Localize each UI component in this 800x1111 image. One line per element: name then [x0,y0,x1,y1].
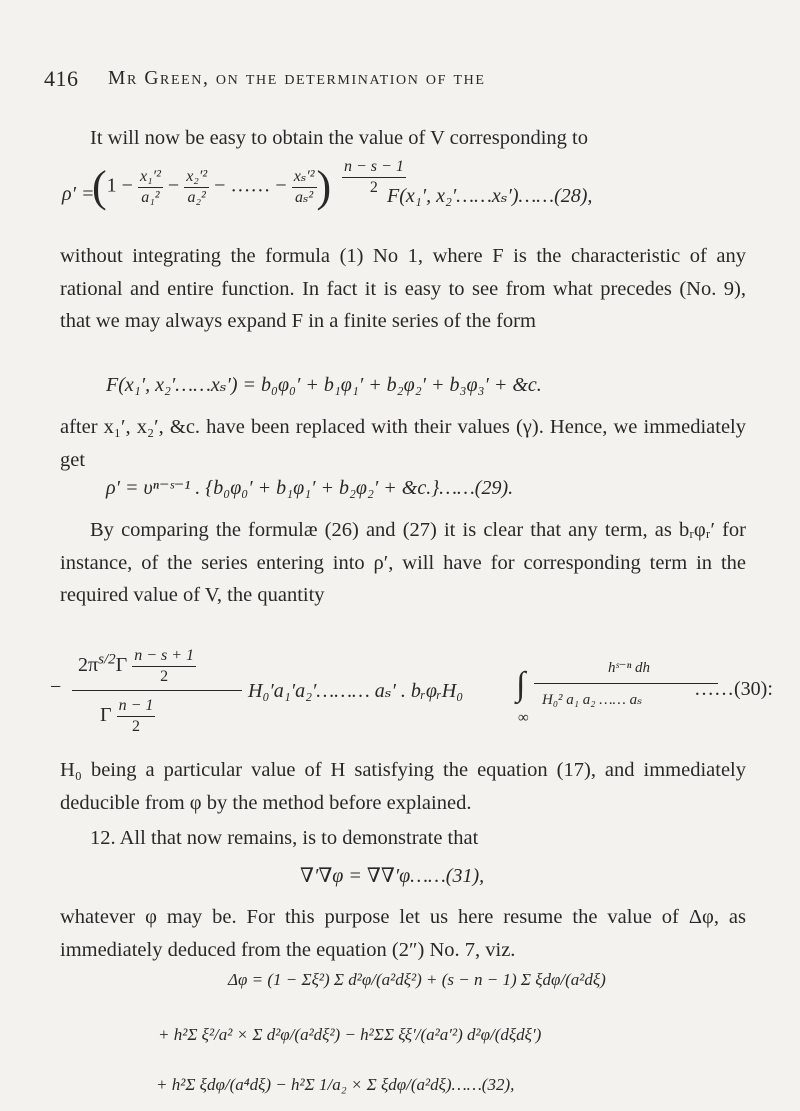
eq30-number: ……(30): [694,678,773,700]
equation-32-line3: + h²Σ ξdφ/(a⁴dξ) − h²Σ 1/a₂ × Σ ξdφ/(a²dξ)……(32), [156,1075,515,1094]
eq30-denominator: Γ $\frac{n - 1}{2}$ [100,697,154,735]
eq28-bracket: (1 − $\frac{\text{x₁′²}}{\text{a₁²}}$ − $\frac{\text{x₂′²}}{\text{a₂²}}$ − …… − $\frac{\text{xₛ′²}}{\text{aₛ²}}$ ) [92,162,332,211]
eq30-int-denominator: H₀² a₁ a₂ …… aₛ [542,692,643,708]
equation-series: F(x₁′, x₂′……xₛ′) = b₀φ₀′ + b₁φ₁′ + b₂φ₂′ + b₃φ₃′ + &c. [106,374,542,396]
equation-32-line2: + h²Σ ξ²/a² × Σ d²φ/(a²dξ²) − h²ΣΣ ξξ′/(a²a′²) d²φ/(dξdξ′) [158,1025,542,1044]
eq28-exponent: $\frac{n - s - 1}{2}$ [344,158,404,196]
page-number: 416 [44,66,79,91]
equation-29: ρ′ = υⁿ⁻ˢ⁻¹ . {b₀φ₀′ + b₁φ₁′ + b₂φ₂′ + &c.}……(29). [106,477,514,499]
equation-28 [62,158,742,225]
page-header [0,66,800,100]
eq30-main-fraction-bar [72,690,242,691]
equation-31: ∇′∇φ = ∇∇′φ……(31), [300,865,485,887]
eq30-integral-lower: ∞ [518,710,529,726]
paragraph-1: It will now be easy to obtain the value of V corresponding to [90,127,588,149]
paragraph-7: whatever φ may be. For this purpose let us here resume the value of Δφ, as immediately deduced from the equation (2″) No. 7, viz. [60,906,746,961]
paragraph-6: 12. All that now remains, is to demonstrate that [90,827,479,849]
eq28-rhs: F(x₁′, x₂′……xₛ′)……(28), [387,185,593,207]
eq30-integral-sign: ∫ [516,666,526,703]
paragraph-3: after x₁′, x₂′, &c. have been replaced with their values (γ). Hence, we immediately get [60,416,746,471]
eq30-numerator: $2\pi^{s/2}\Gamma$ $\frac{n - s + 1}{2}$ [78,647,195,685]
eq30-middle: H₀′a₁′a₂′……… aₛ′ . bᵣφᵣH₀ [248,680,464,702]
eq28-lhs: ρ′ = [62,183,95,205]
paragraph-2: without integrating the formula (1) No 1, where F is the characteristic of any rational and entire function. In fact it is easy to see from what precedes (No. 9), that we may always expand F in a finite series of the form [60,245,746,332]
paragraph-4: By comparing the formulæ (26) and (27) it is clear that any term, as bᵣφᵣ′ for instance, of the series entering into ρ′, will have for corresponding term in the required value of V, the quantity [60,519,746,606]
eq30-int-numerator: hˢ⁻ⁿ dh [608,660,651,676]
equation-30: − $2\pi^{s/2}\Gamma$ $\frac{n - s + 1}{2}$ Γ $\frac{n - 1}{2}$ H₀′a₁′a₂′……… aₛ′ . bᵣφᵣH₀ ∫ ∞ hˢ⁻ⁿ dh H₀² a₁ a₂ …… aₛ ……(30): [50,647,773,735]
equation-32-line1: Δφ = (1 − Σξ²) Σ d²φ/(a²dξ²) + (s − n − 1) Σ ξdφ/(a²dξ) [228,970,606,989]
paragraph-5: H₀ being a particular value of H satisfying the equation (17), and immediately deducible from φ by the method before explained. [60,759,746,814]
running-head: Mr Green, on the determination of the [108,68,486,89]
